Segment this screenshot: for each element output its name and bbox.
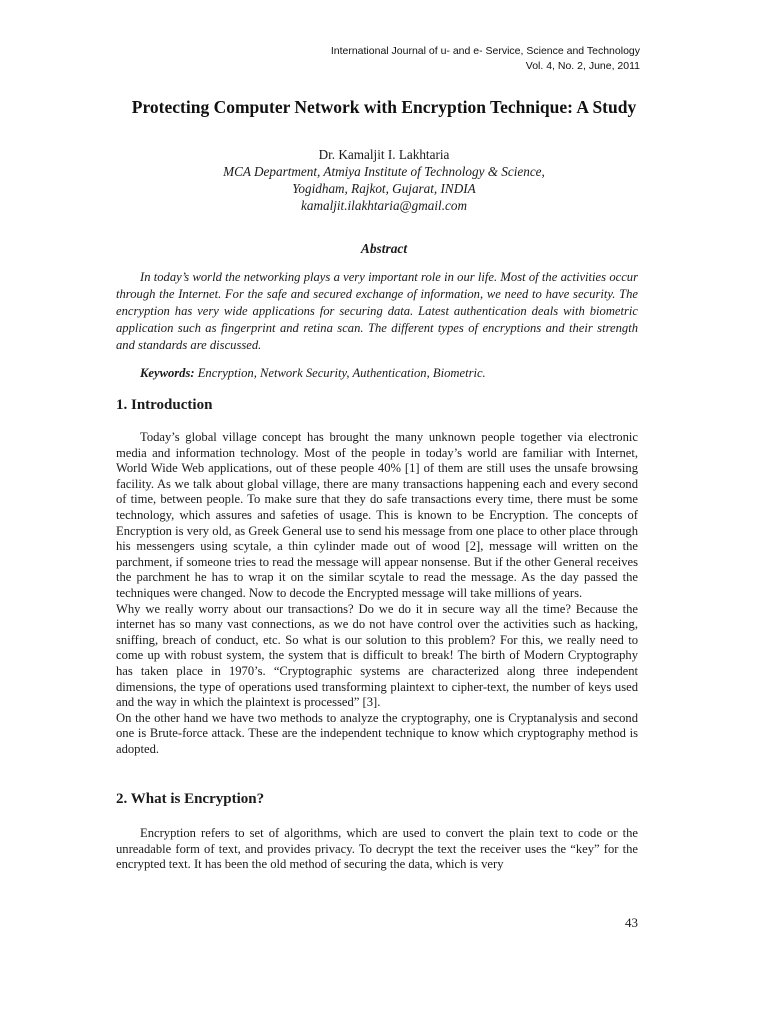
section-heading-encryption: 2. What is Encryption?: [116, 791, 265, 807]
author-affiliation-2: Yogidham, Rajkot, Gujarat, INDIA: [292, 181, 476, 196]
paper-title: Protecting Computer Network with Encryption Technique: A Study: [131, 97, 637, 117]
author-affiliation-1: MCA Department, Atmiya Institute of Technology & Science,: [223, 164, 545, 179]
abstract-heading: Abstract: [360, 241, 408, 256]
paragraph: Why we really worry about our transactions? Do we do it in secure way all the time? Because the internet has so many vast connections, as we do not have control over the activities such as hacking, sniffing, breach of conduct, etc. So what is our solution to this problem? For this, we really need to come up with robust system, the system that is difficult to break! The birth of Modern Cryptography has taken place in 1970’s. “Cryptographic systems are characterized along three independent dimensions, the type of operations used transforming plaintext to cipher-text, the number of keys used and the way in which the plaintext is processed” [3].: [116, 601, 638, 710]
paragraph: Today’s global village concept has brought the many unknown people together via electronic media and information technology. Most of the people in today’s world are familiar with Internet, World Wide Web applications, out of these people 40% [1] of them are still uses the unsafe browsing facility. As we talk about global village, there are many transactions happening each and every second of time, between people. To make sure that they do safe transactions every time, there must be some technology, which assures and safeties of usage. This is known to be Encryption. The concepts of Encryption is very old, as Greek General use to send his message from one place to other place through his messengers using scytale, a thin cylinder made out of wood [2], message will written on the parchment, if someone tries to read the message will appear nonsense. But if the other General receives the parchment he has to wrap it on the similar scytale to read the message. As the day passed the techniques were changed. Now to decode the Encrypted message will take millions of years.: [116, 430, 638, 600]
abstract-text: In today’s world the networking plays a very important role in our life. Most of the activities occur through the Internet. For the safe and secured exchange of information, we need to have security. The encryption has very wide applications for securing data. Latest authentication deals with biometric application such as fingerprint and retina scan. The different types of encryptions and their strength and standards are discussed.: [116, 270, 638, 352]
author-name: Dr. Kamaljit I. Lakhtaria: [318, 147, 450, 162]
paragraph: On the other hand we have two methods to analyze the cryptography, one is Cryptanalysis and second one is Brute-force attack. These are the independent technique to know which cryptography method is adopted.: [116, 710, 638, 756]
journal-name: International Journal of u- and e- Service, Science and Technology: [330, 45, 640, 57]
section-heading-introduction: 1. Introduction: [116, 397, 213, 413]
paragraph: Encryption refers to set of algorithms, which are used to convert the plain text to code or the unreadable form of text, and provides privacy. To decrypt the text the receiver uses the “key” for the encrypted text. It has been the old method of securing the data, which is very: [116, 826, 638, 872]
introduction-body: [116, 430, 638, 757]
page-number: 43: [625, 915, 638, 930]
keywords-label: Keywords:: [140, 366, 195, 380]
running-header: [331, 44, 640, 74]
author-block: [0, 146, 768, 214]
keywords-list: Encryption, Network Security, Authentication, Biometric.: [197, 366, 486, 380]
journal-volume: Vol. 4, No. 2, June, 2011: [525, 60, 640, 72]
keywords-line: [140, 365, 638, 382]
author-email: kamaljit.ilakhtaria@gmail.com: [301, 198, 467, 213]
encryption-body: [116, 826, 638, 873]
